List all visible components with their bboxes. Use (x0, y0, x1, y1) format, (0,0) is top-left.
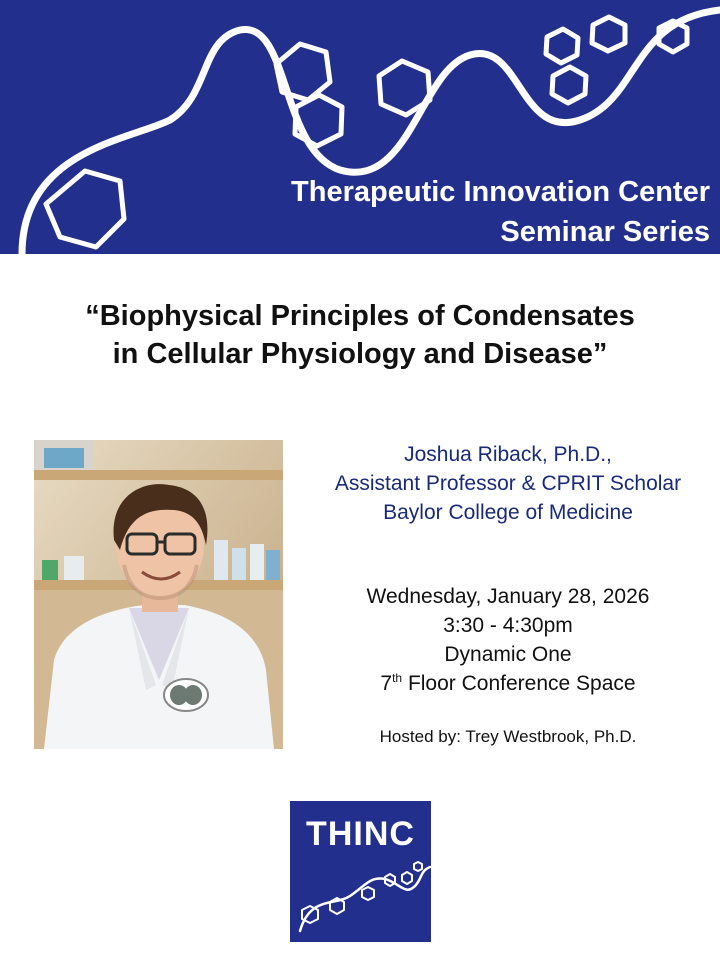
hexagon-icon (592, 17, 625, 51)
header-banner (0, 0, 720, 254)
talk-title-line1: “Biophysical Principles of Condensates (85, 300, 635, 332)
series-title-line1: Therapeutic Innovation Center (291, 176, 710, 208)
hexagon-icon (414, 862, 422, 871)
floor-rest: Floor Conference Space (402, 672, 636, 695)
hexagon-icon (302, 906, 318, 923)
hexagon-icon (552, 67, 586, 103)
hexagon-icon (379, 61, 430, 115)
talk-title-line2: in Cellular Physiology and Disease” (112, 338, 608, 370)
speaker-institution: Baylor College of Medicine (383, 501, 633, 524)
event-details (300, 582, 716, 698)
event-room (300, 669, 716, 698)
floor-suffix: th (392, 671, 403, 685)
event-date: Wednesday, January 28, 2026 (366, 585, 650, 608)
series-title-line2: Seminar Series (500, 216, 710, 248)
speaker-position: Assistant Professor & CPRIT Scholar (334, 472, 682, 495)
hexagon-icon (295, 95, 342, 146)
series-title (291, 172, 710, 252)
hexagon-icon (46, 171, 124, 247)
event-location: Dynamic One (444, 643, 572, 666)
hexagon-icon (362, 887, 374, 900)
logo-text: THINC (306, 815, 415, 853)
speaker-name: Joshua Riback, Ph.D., (404, 443, 612, 466)
thinc-logo (290, 801, 431, 942)
host-line: Hosted by: Trey Westbrook, Ph.D. (379, 727, 637, 746)
hexagon-icon (402, 872, 412, 884)
speaker-info (300, 440, 716, 527)
speaker-portrait-illustration (34, 440, 283, 749)
hexagon-icon (546, 29, 578, 63)
logo-graphic (290, 801, 431, 942)
speaker-photo (34, 440, 283, 749)
floor-number: 7 (380, 672, 393, 695)
event-time: 3:30 - 4:30pm (443, 614, 573, 637)
talk-title (0, 297, 720, 373)
